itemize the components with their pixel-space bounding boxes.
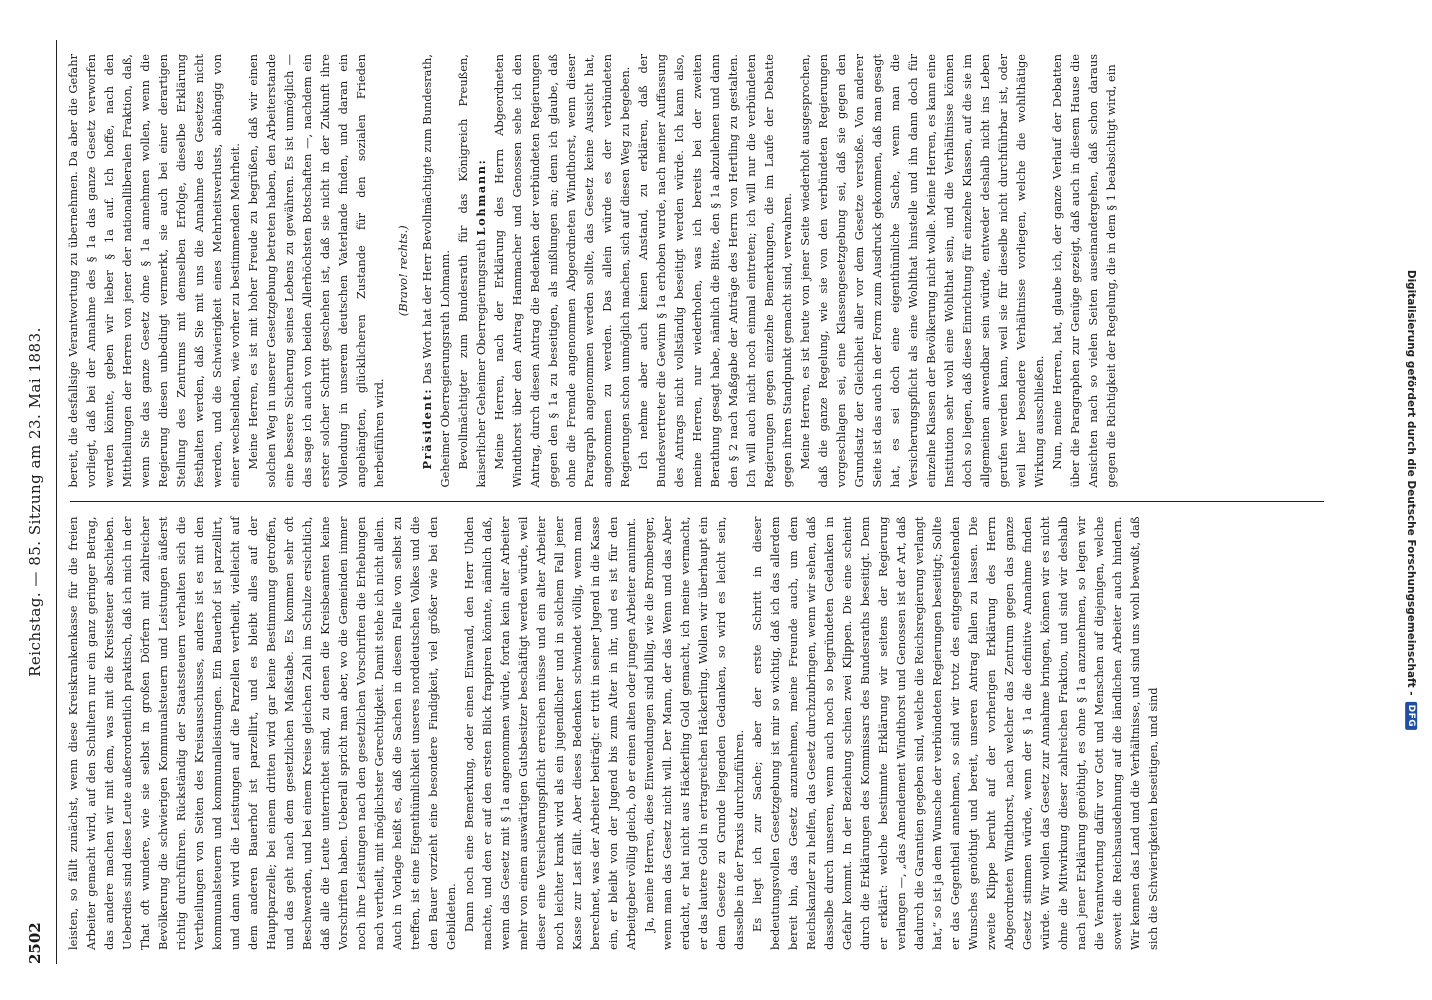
- lohmann-intro-text: Bevollmächtigter zum Bundesrath für das Königreich Preußen, kaiserlicher Geheimer Oberregierungsrath: [456, 54, 488, 488]
- president-statement: [418, 54, 454, 488]
- lohmann-name: Lohmann:: [474, 158, 488, 236]
- president-label: Präsident:: [420, 387, 434, 470]
- attribution-text: Digitalisierung gefördert durch die Deutsche Forschungsgemeinschaft -: [1405, 269, 1418, 696]
- page-number: 2502: [26, 922, 44, 964]
- president-text: Das Wort hat der Herr Bevollmächtigte zum Bundesrath, Geheimer Oberregierungsrath Lohmann.: [420, 54, 452, 488]
- attribution-strip: [1390, 0, 1432, 1000]
- left-column: [64, 503, 1330, 965]
- right-paragraph-3: Meine Herren, nach der Erklärung des Herrn Abgeordneten Windthorst über den Antrag Hammacher und Genossen sehe ich den Antrag, durch diesen Antrag die Bedenken der verbündeten Regierungen gegen den § 1a zu beseitigen, als mißlungen an; denn ich glaube, daß ohne die Fremde angenommen Abgeordneten Windthorst, wenn dieser Paragraph angenommen werden sollte, das Gesetz keine Aussicht hat, angenommen zu werden. Das allein würde es der verbündeten Regierungen schon unmöglich machen, sich auf diesen Weg zu begeben.: [492, 54, 632, 488]
- right-paragraph-6: Nun, meine Herren, hat, glaube ich, der ganze Verlauf der Debatten über die Paragraphen zur Genüge gezeigt, daß auch in diesem Hause die Ansichten nach so vielen Seiten auseinandergehen, daß schon daraus gegen die Richtigkeit der Regelung, die in dem § 1 beabsichtigt wird, ein: [1050, 54, 1118, 488]
- page-header: [22, 40, 48, 964]
- right-paragraph-1: bereit, die desfallsige Verantwortung zu übernehmen. Da aber die Gefahr vorliegt, daß bei der Annahme des § 1a das ganze Gesetz verworfen werden könnte, geben wir lieber § 1a auf. Ich hoffe, nach den Mittheilungen der Herren von jener der nationalliberalen Fraktion, daß, wenn Sie das ganze Gesetz ohne § 1a annehmen wollen, wenn die Regierung diesen unbedingt vermerkt, sie auch bei einer derartigen Stellung des Zentrums mit demselben Erfolge, dieselbe Erklärung festhalten werden, daß Sie mit uns die Annahme des Gesetzes nicht werden, und die Schwierigkeit eines Mehrheitsverlusts, abhängig von einer wechselnden, wie vorher zu bestimmenden Mehrheit.: [66, 54, 242, 488]
- left-paragraph-4: Es liegt ich zur Sache; aber der erste Schritt in dieser bedeutungsvollen Gesetzgebung ist mir so wichtig, daß ich das allerdem bereit bin, das Gesetz anzunehmen, meine Freunde auch, um dem Reichskanzler zu helfen, das Gesetz durchzubringen, wenn wir sehen, daß dasselbe durch unseren, wenn auch noch so begründeten Gedanken in Gefahr kommt. In der Beziehung schien zwei Klippen. Die eine scheint durch die Erklärungen des Kommissars des Bundesraths beseitigt. Denn er erklärt: welche bestimmte Erklärung wir seitens der Regierung verlangen —, „das Amendement Windthorst und Genossen ist der Art, daß dadurch die Garantien gegeben sind, welche die Reichsregierung verlangt hat,“ so ist ja dem Wunsche der verbündeten Regierungen beseitigt; Sollte er das Gegentheil annehmen, so sind wir trotz des entgegenstehenden Wunsches genöthigt und bereit, unseren Antrag fallen zu lassen. Die zweite Klippe beruht auf der vorherigen Erklärung des Herrn Abgeordneten Windthorst, nach welcher das Zentrum gegen das ganze Gesetz stimmen würde, wenn der § 1a die definitive Annahme finden würde. Wir wollen das Gesetz zur Annahme bringen, können wir es nicht ohne die Mitwirkung dieser zahlreichen Fraktion, und sind wir deshalb nach jener Erklärung genöthigt, es ohne § 1a anzunehmen, so legen wir die Verantwortung dafür vor Gott und Menschen auf diejenigen, welche soweit die Reichsausdehnung auf die ländlichen Arbeiter auch hindern. Wir kennen das Land und die Verhältnisse, und sind uns wohl bewußt, daß sich die Schwierigkeiten beseitigen, und sind: [750, 516, 1160, 950]
- applause-note: (Bravo! rechts.): [396, 225, 410, 317]
- dfg-logo: DFG: [1405, 702, 1417, 731]
- right-paragraph-2: Meine Herren, es ist mit hoher Freude zu begrüßen, daß wir einen solchen Weg in unserer Gesetzgebung betreten haben, den Arbeiterstande eine bessere Sicherung seines Lebens zu gewähren. Es ist unmöglich — das sage ich auch von beiden Allerhöchsten Botschaften —, nachdem ein erster solcher Schritt geschehen ist, daß sie nicht in der Zukunft ihre Vollendung in unserem deutschen Vaterlande finden, und daran ein angehängten, glücklicheren Zustande für den sozialen Frieden herbeiführen wird.: [246, 54, 386, 488]
- attribution-inner: [1405, 270, 1417, 730]
- right-column: [64, 40, 1330, 502]
- left-paragraph-3: Ja, meine Herren, diese Einwendungen sind billig, wie die Bromberger, wenn man das Gesetz nicht will. Der Mann, der das Wenn und das Aber erdacht, er hat nicht aus Häckerling Gold gemacht, ich meine vermacht, er das lautere Gold in ertragreichen Häckerling. Wollen wir überhaupt ein dem Gesetze zu Grunde liegenden Gedanken, so wird es leicht sein, dasselbe in der Praxis durchzuführen.: [642, 516, 746, 950]
- left-paragraph-1: leisten, so fällt zunächst, wenn diese Kreiskrankenkasse für die freien Arbeiter gemacht wird, auf den Schultern nur ein ganz geringer Betrag, das andere machen wir mit dem, was mit die Kreissteuer abschieben. Ueberdies sind diese Leute außerordentlich praktisch, daß ich mich in der That oft wundere, wie sie selbst in großen Dörfern mit zahlreicher Bevölkerung die schwierigen Kommunalsteuern und Leistungen äußerst richtig durchführen. Rückständig der Staatssteuern verhalten sich die Vertheilungen von Seiten des Kreisausschusses, anders ist es mit den kommunalsteuern und kommunalleistungen. Ein Bauerhof ist parzellirt, und dann wird die Leistungen auf die Parzellen vertheilt, vielleicht auf dem anderen Bauerhof ist parzellirt, und es bleibt alles auf der Hauptparzelle; bei einem dritten wird gar keine Bestimmung getroffen, und das geht nach dem gesetzlichen Maßstabe. Es kommen sehr oft Beschwerden, und bei einem Kreise gleichen Zahl im Schulze ersichtlich, daß alle die Leute unterrichtet sind, zu denen die Kreisbeamten keine Vorschriften haben. Ueberall spricht man aber, wo die Gemeinden immer noch ihre Leistungen nach den gesetzlichen Vorschriften die Erhebungen nach vertheilt, mit möglichster Gerechtigkeit. Damit stehe ich nicht allein. Auch in Vorlage heißt es, daß die Sachen in diesem Falle von selbst zu treffen, ist eine Eigenthümlichkeit unseres norddeutschen Volkes und die den Bauer vorzieht eine besondere Findigkeit, viel größer wie bei den Gebildeten.: [66, 516, 458, 950]
- column-divider: [70, 502, 1324, 503]
- header-rule: [56, 40, 57, 964]
- right-paragraph-5: Meine Herren, es ist heute von jener Seite wiederholt ausgesprochen, daß die ganze Regelung, wie sie von den verbündeten Regierungen vorgeschlagen sei, eine Klassengesetzgebung sei, daß sie gegen den Grundsatz der Gleichheit aller vor dem Gesetze verstoße. Von anderer Seite ist das auch in der Form zum Ausdruck gekommen, daß man gesagt hat, es sei doch eine eigenthümliche Sache, wenn man die Versicherungspflicht als eine Wohlthat hinstelle und ihn dann doch für einzelne Klassen der Bevölkerung nicht wolle. Meine Herren, es kann eine Institution sehr wohl eine Wohlthat sein, und die Verhältnisse können doch so liegen, daß diese Einrichtung für einzelne Klassen, auf die sie im allgemeinen anwendbar sein würde, entweder deshalb nicht ins Leben gerufen werden kann, weil sie für dieselbe nicht durchführbar ist, oder weil hier besondere Verhältnisse vorliegen, welche die wohlthätige Wirkung ausschließen.: [798, 54, 1046, 488]
- right-paragraph-4: Ich nehme aber auch keinen Anstand, zu erklären, daß der Bundesvertreter die Gewinn § 1a erhoben wurde, nach meiner Auffassung des Antrags nicht vollständig beseitigt werden würde. Ich kann also, meine Herren, nur wiederholen, was ich bereits bei der zweiten Berathung gesagt habe, nämlich die Bitte, den § 1a abzulehnen und dann den § 2 nach Maßgabe der Anträge des Herrn von Hertling zu gestalten. Ich will auch nicht noch einmal eintreten; ich will nur die verbündeten Regierungen gegen einzelne Bemerkungen, die im Laufe der Debatte gegen ihren Standpunkt gemacht sind, verwahren.: [636, 54, 794, 488]
- left-paragraph-2: Dann noch eine Bemerkung, oder einen Einwand, den Herr Uhden machte, und den er auf den ersten Blick frappiren könnte, nämlich daß, wenn das Gesetz mit § 1a angenommen würde, fortan kein alter Arbeiter mehr von einem auswärtigen Gutsbesitzer beschäftigt werden würde, weil dieser eine Versicherungspflicht erreichen müsse und ein alter Arbeiter noch leichter krank wird als ein jugendlicher und in solchem Fall jener Kasse zur Last fällt. Aber dieses Bedenken schwindet völlig, wenn man berechnet, was der Arbeiter beiträgt: er tritt in seiner Jugend in die Kasse ein, er bleibt von der Jugend bis zum Alter in ihr, und es ist für den Arbeitgeber völlig gleich, ob er einen alten oder jungen Arbeiter annimmt.: [462, 516, 638, 950]
- running-title: Reichstag. — 85. Sitzung am 23. Mai 1883.: [26, 327, 44, 677]
- lohmann-intro: [454, 54, 490, 488]
- text-columns: [64, 40, 1330, 964]
